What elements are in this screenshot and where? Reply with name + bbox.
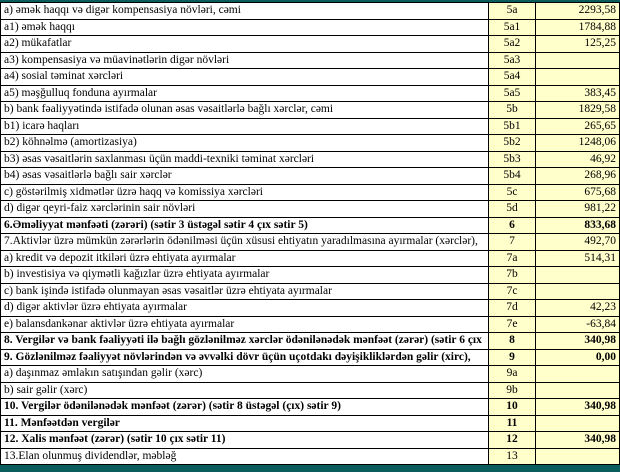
row-label: b) bank fəaliyyətində istifadə olunan əsas vəsaitlərlə bağlı xərclər, cəmi — [0, 102, 489, 118]
table-row — [0, 152, 620, 169]
row-label: c) göstərilmiş xidmətlər üzrə haqq və komissiya xərcləri — [0, 185, 489, 201]
table-row — [0, 366, 620, 383]
row-value: 1248,06 — [536, 135, 620, 151]
row-value — [536, 267, 620, 283]
table-row — [0, 20, 620, 37]
row-code: 5d — [489, 201, 536, 217]
row-code: 5b1 — [489, 119, 536, 135]
row-value: 265,65 — [536, 119, 620, 135]
table-row — [0, 168, 620, 185]
row-value: 981,22 — [536, 201, 620, 217]
row-value: 492,70 — [536, 234, 620, 250]
row-label: 8. Vergilər və bank fəaliyyəti ilə bağlı gözlənilməz xərclər ödənilənədək mənfəət (zərər) (sətir 6 çıx — [0, 333, 489, 349]
table-row — [0, 185, 620, 202]
row-label: a5) məşğulluq fonduna ayırmalar — [0, 86, 489, 102]
row-value — [536, 366, 620, 382]
row-label: 9. Gözlənilməz fəaliyyət növlərindən və əvvəlki dövr üçün uçotdakı dəyişikliklərdən gəlir (xirc), — [0, 350, 489, 366]
table-row — [0, 69, 620, 86]
row-label: a) əmək haqqı və digər kompensasiya növləri, cəmi — [0, 3, 489, 19]
row-code: 9 — [489, 350, 536, 366]
table-row — [0, 284, 620, 301]
row-value: 2293,58 — [536, 3, 620, 19]
row-label: b2) köhnəlmə (amortizasiya) — [0, 135, 489, 151]
row-label: 11. Mənfəətdən vergilər — [0, 416, 489, 432]
row-value: 383,45 — [536, 86, 620, 102]
row-code: 13 — [489, 449, 536, 465]
row-code: 6 — [489, 218, 536, 234]
row-value: 1784,88 — [536, 20, 620, 36]
row-value: 340,98 — [536, 432, 620, 448]
row-label: 13.Elan olunmuş dividendlər, məbləğ — [0, 449, 489, 465]
row-code: 5b — [489, 102, 536, 118]
table-row — [0, 53, 620, 70]
row-label: b4) əsas vəsaitlərlə bağlı sair xərclər — [0, 168, 489, 184]
table-row — [0, 86, 620, 103]
row-value: 833,68 — [536, 218, 620, 234]
row-label: 10. Vergilər ödənilənədək mənfəət (zərər) (sətir 8 üstəgəl (çıx) sətir 9) — [0, 399, 489, 415]
row-label: c) bank işində istifadə olunmayan əsas vəsaitlər üzrə ehtiyata ayırmalar — [0, 284, 489, 300]
row-label: d) digər qeyri-faiz xərclərinin sair növləri — [0, 201, 489, 217]
row-code: 9a — [489, 366, 536, 382]
row-value — [536, 53, 620, 69]
table-row — [0, 383, 620, 400]
row-label: b) investisiya və qiymətli kağızlar üzrə ehtiyata ayırmalar — [0, 267, 489, 283]
row-value: 268,96 — [536, 168, 620, 184]
row-value — [536, 449, 620, 465]
row-code: 5b4 — [489, 168, 536, 184]
row-code: 5a5 — [489, 86, 536, 102]
row-label: 6.Əməliyyat mənfəəti (zərəri) (sətir 3 üstəgəl sətir 4 çıx sətir 5) — [0, 218, 489, 234]
row-value — [536, 284, 620, 300]
row-value: 514,31 — [536, 251, 620, 267]
row-code: 12 — [489, 432, 536, 448]
table-row — [0, 119, 620, 136]
table-row — [0, 416, 620, 433]
table-row — [0, 317, 620, 334]
table-row — [0, 432, 620, 449]
table-row — [0, 135, 620, 152]
row-code: 7c — [489, 284, 536, 300]
row-code: 8 — [489, 333, 536, 349]
row-code: 5a3 — [489, 53, 536, 69]
row-value: 340,98 — [536, 399, 620, 415]
row-code: 5b2 — [489, 135, 536, 151]
row-label: a) daşınmaz əmlakın satışından gəlir (xərc) — [0, 366, 489, 382]
row-code: 11 — [489, 416, 536, 432]
row-code: 7e — [489, 317, 536, 333]
row-value: 125,25 — [536, 36, 620, 52]
row-label: b) sair gəlir (xərc) — [0, 383, 489, 399]
row-code: 7 — [489, 234, 536, 250]
row-label: a4) sosial təminat xərcləri — [0, 69, 489, 85]
row-code: 5a4 — [489, 69, 536, 85]
row-value: 675,68 — [536, 185, 620, 201]
table-row — [0, 267, 620, 284]
row-value: 46,92 — [536, 152, 620, 168]
row-code: 5a1 — [489, 20, 536, 36]
row-value — [536, 383, 620, 399]
table-row — [0, 102, 620, 119]
table-row — [0, 300, 620, 317]
row-label: a2) mükafatlar — [0, 36, 489, 52]
row-code: 5c — [489, 185, 536, 201]
row-value — [536, 69, 620, 85]
row-code: 7d — [489, 300, 536, 316]
table-row — [0, 36, 620, 53]
row-label: d) digər aktivlər üzrə ehtiyata ayırmalar — [0, 300, 489, 316]
row-label: a) kredit və depozit itkiləri üzrə ehtiyata ayırmalar — [0, 251, 489, 267]
financial-report-table — [0, 2, 620, 465]
row-value — [536, 416, 620, 432]
row-value: 42,23 — [536, 300, 620, 316]
table-row — [0, 218, 620, 235]
row-label: b1) icarə haqları — [0, 119, 489, 135]
row-label: 12. Xalis mənfəət (zərər) (sətir 10 çıx sətir 11) — [0, 432, 489, 448]
table-row — [0, 333, 620, 350]
row-value: 0,00 — [536, 350, 620, 366]
row-code: 5a — [489, 3, 536, 19]
row-label: b3) əsas vəsaitlərin saxlanması üçün maddi-texniki təminat xərcləri — [0, 152, 489, 168]
row-code: 5b3 — [489, 152, 536, 168]
row-label: e) balansdankənar aktivlər üzrə ehtiyata ayırmalar — [0, 317, 489, 333]
row-label: a1) əmək haqqı — [0, 20, 489, 36]
row-code: 7b — [489, 267, 536, 283]
table-row — [0, 449, 620, 466]
row-label: a3) kompensasiya və müavinətlərin digər növləri — [0, 53, 489, 69]
row-value: 1829,58 — [536, 102, 620, 118]
row-value: -63,84 — [536, 317, 620, 333]
row-label: 7.Aktivlər üzrə mümkün zərərlərin ödənilməsi üçün xüsusi ehtiyatın yaradılmasına ayırmalar (xərclər), — [0, 234, 489, 250]
row-code: 7a — [489, 251, 536, 267]
table-row — [0, 350, 620, 367]
row-code: 10 — [489, 399, 536, 415]
table-row — [0, 3, 620, 20]
table-row — [0, 251, 620, 268]
table-row — [0, 234, 620, 251]
row-value: 340,98 — [536, 333, 620, 349]
row-code: 9b — [489, 383, 536, 399]
row-code: 5a2 — [489, 36, 536, 52]
table-row — [0, 399, 620, 416]
table-row — [0, 201, 620, 218]
